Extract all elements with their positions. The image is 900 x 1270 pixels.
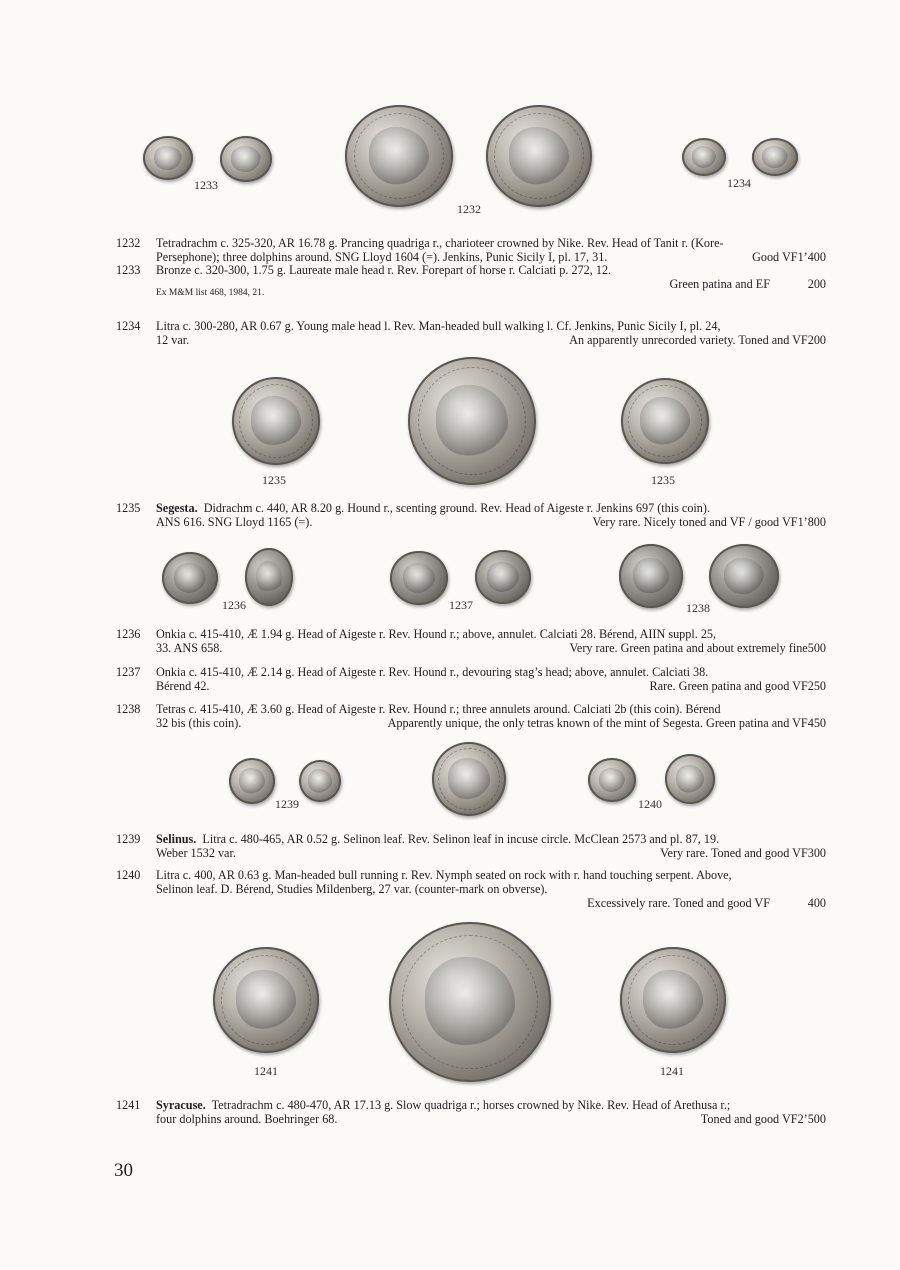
coin-label: 1235 bbox=[651, 473, 675, 487]
coin-1234-obverse bbox=[682, 138, 726, 176]
price: 300 bbox=[807, 846, 826, 860]
description-line: Weber 1532 var. bbox=[156, 846, 236, 860]
grade: Excessively rare. Toned and good VF bbox=[587, 896, 770, 910]
coin-label: 1240 bbox=[638, 797, 662, 811]
description-line: Persephone); three dolphins around. SNG Lloyd 1604 (=). Jenkins, Punic Sicily I, pl. 17, 31. bbox=[156, 250, 608, 264]
price: 500 bbox=[807, 641, 826, 655]
description-line: Onkia c. 415-410, Æ 1.94 g. Head of Aigeste r. Rev. Hound r.; above, annulet. Calciati 28. Bérend, AIIN suppl. 25, bbox=[156, 627, 717, 641]
coin-1239-reverse bbox=[299, 760, 341, 802]
price: 1’800 bbox=[797, 515, 826, 529]
coin-1238-obverse bbox=[619, 544, 683, 608]
coin-1235-reverse-large bbox=[408, 357, 536, 485]
lot-number: 1234 bbox=[116, 319, 141, 333]
price: 1’400 bbox=[797, 250, 826, 264]
price: 2’500 bbox=[797, 1112, 826, 1126]
coin-1239-obverse bbox=[229, 758, 275, 804]
coin-label: 1239 bbox=[275, 797, 299, 811]
description-line: Tetradrachm c. 480-470, AR 17.13 g. Slow quadriga r.; horses crowned by Nike. Rev. Head of Arethusa r.; bbox=[211, 1098, 731, 1112]
coin-label: 1232 bbox=[457, 202, 481, 216]
coin-1240-obverse bbox=[588, 758, 636, 802]
grade: Green patina and EF bbox=[669, 277, 770, 291]
coin-label: 1241 bbox=[660, 1064, 684, 1078]
coin-1233-reverse bbox=[220, 136, 272, 182]
coin-1232-reverse bbox=[486, 105, 592, 207]
coin-1235-obverse bbox=[232, 377, 320, 465]
description-line: Onkia c. 415-410, Æ 2.14 g. Head of Aigeste r. Rev. Hound r., devouring stag’s head; above, annulet. Calciati 38. bbox=[156, 665, 709, 679]
coin-label: 1235 bbox=[262, 473, 286, 487]
provenance: Ex M&M list 468, 1984, 21. bbox=[156, 288, 265, 298]
coin-1241-reverse-large bbox=[389, 922, 551, 1082]
price: 450 bbox=[807, 716, 826, 730]
description-line: 12 var. bbox=[156, 333, 190, 347]
coin-1234-reverse bbox=[752, 138, 798, 176]
mint-name: Segesta. bbox=[156, 501, 198, 515]
coin-1236-obverse bbox=[162, 552, 218, 604]
lot-number: 1239 bbox=[116, 832, 141, 846]
page-number: 30 bbox=[114, 1160, 133, 1181]
price: 200 bbox=[807, 277, 826, 291]
coin-1241-obverse bbox=[213, 947, 319, 1053]
lot-number: 1236 bbox=[116, 627, 141, 641]
description-line: Bronze c. 320-300, 1.75 g. Laureate male head r. Rev. Forepart of horse r. Calciati p. 272, 12. bbox=[156, 263, 612, 277]
coin-1240-obverse-large bbox=[432, 742, 506, 816]
coin-1237-reverse bbox=[475, 550, 531, 604]
coin-label: 1236 bbox=[222, 598, 246, 612]
description-line: Litra c. 400, AR 0.63 g. Man-headed bull running r. Rev. Nymph seated on rock with r. hand touching serpent. Above, bbox=[156, 868, 732, 882]
mint-name: Selinus. bbox=[156, 832, 197, 846]
price: 250 bbox=[807, 679, 826, 693]
description-line: Bérend 42. bbox=[156, 679, 210, 693]
coin-label: 1234 bbox=[727, 176, 751, 190]
grade: Very rare. Nicely toned and VF / good VF bbox=[592, 515, 798, 529]
grade: Toned and good VF bbox=[700, 1112, 798, 1126]
coin-1238-reverse bbox=[709, 544, 779, 608]
coin-label: 1238 bbox=[686, 601, 710, 615]
coin-1233-obverse bbox=[143, 136, 193, 180]
lot-number: 1232 bbox=[116, 236, 141, 250]
coin-label: 1237 bbox=[449, 598, 473, 612]
price: 400 bbox=[807, 896, 826, 910]
description-line: 33. ANS 658. bbox=[156, 641, 223, 655]
description-line: Litra c. 480-465, AR 0.52 g. Selinon leaf. Rev. Selinon leaf in incuse circle. McClean 2573 and pl. 87, 19. bbox=[202, 832, 720, 846]
description-line: 32 bis (this coin). bbox=[156, 716, 242, 730]
description-line: Didrachm c. 440, AR 8.20 g. Hound r., scenting ground. Rev. Head of Aigeste r. Jenkins 697 (this coin). bbox=[203, 501, 711, 515]
coin-label: 1233 bbox=[194, 178, 218, 192]
coin-1241-reverse bbox=[620, 947, 726, 1053]
lot-number: 1235 bbox=[116, 501, 141, 515]
description-line: Tetradrachm c. 325-320, AR 16.78 g. Prancing quadriga r., charioteer crowned by Nike. Rev. Head of Tanit r. (Kore- bbox=[156, 236, 724, 250]
coin-1240-reverse bbox=[665, 754, 715, 804]
coin-1235-reverse bbox=[621, 378, 709, 464]
price: 200 bbox=[807, 333, 826, 347]
coin-1232-obverse bbox=[345, 105, 453, 207]
mint-name: Syracuse. bbox=[156, 1098, 206, 1112]
grade: Very rare. Toned and good VF bbox=[660, 846, 808, 860]
description-line: Litra c. 300-280, AR 0.67 g. Young male head l. Rev. Man-headed bull walking l. Cf. Jenkins, Punic Sicily I, pl. 24, bbox=[156, 319, 721, 333]
lot-number: 1237 bbox=[116, 665, 141, 679]
grade: Apparently unique, the only tetras known of the mint of Segesta. Green patina and VF bbox=[387, 716, 808, 730]
lot-number: 1238 bbox=[116, 702, 141, 716]
grade: Very rare. Green patina and about extremely fine bbox=[569, 641, 808, 655]
description-line: Tetras c. 415-410, Æ 3.60 g. Head of Aigeste r. Rev. Hound r.; three annulets around. Calciati 2b (this coin). Bérend bbox=[156, 702, 721, 716]
coin-1236-reverse bbox=[245, 548, 293, 606]
description-line: ANS 616. SNG Lloyd 1165 (=). bbox=[156, 515, 313, 529]
grade: An apparently unrecorded variety. Toned and VF bbox=[569, 333, 808, 347]
lot-number: 1233 bbox=[116, 263, 141, 277]
description-line: Selinon leaf. D. Bérend, Studies Mildenberg, 27 var. (counter-mark on obverse). bbox=[156, 882, 548, 896]
lot-number: 1241 bbox=[116, 1098, 141, 1112]
coin-1237-obverse bbox=[390, 551, 448, 605]
description-line: four dolphins around. Boehringer 68. bbox=[156, 1112, 338, 1126]
lot-number: 1240 bbox=[116, 868, 141, 882]
grade: Rare. Green patina and good VF bbox=[649, 679, 808, 693]
grade: Good VF bbox=[752, 250, 798, 264]
coin-label: 1241 bbox=[254, 1064, 278, 1078]
